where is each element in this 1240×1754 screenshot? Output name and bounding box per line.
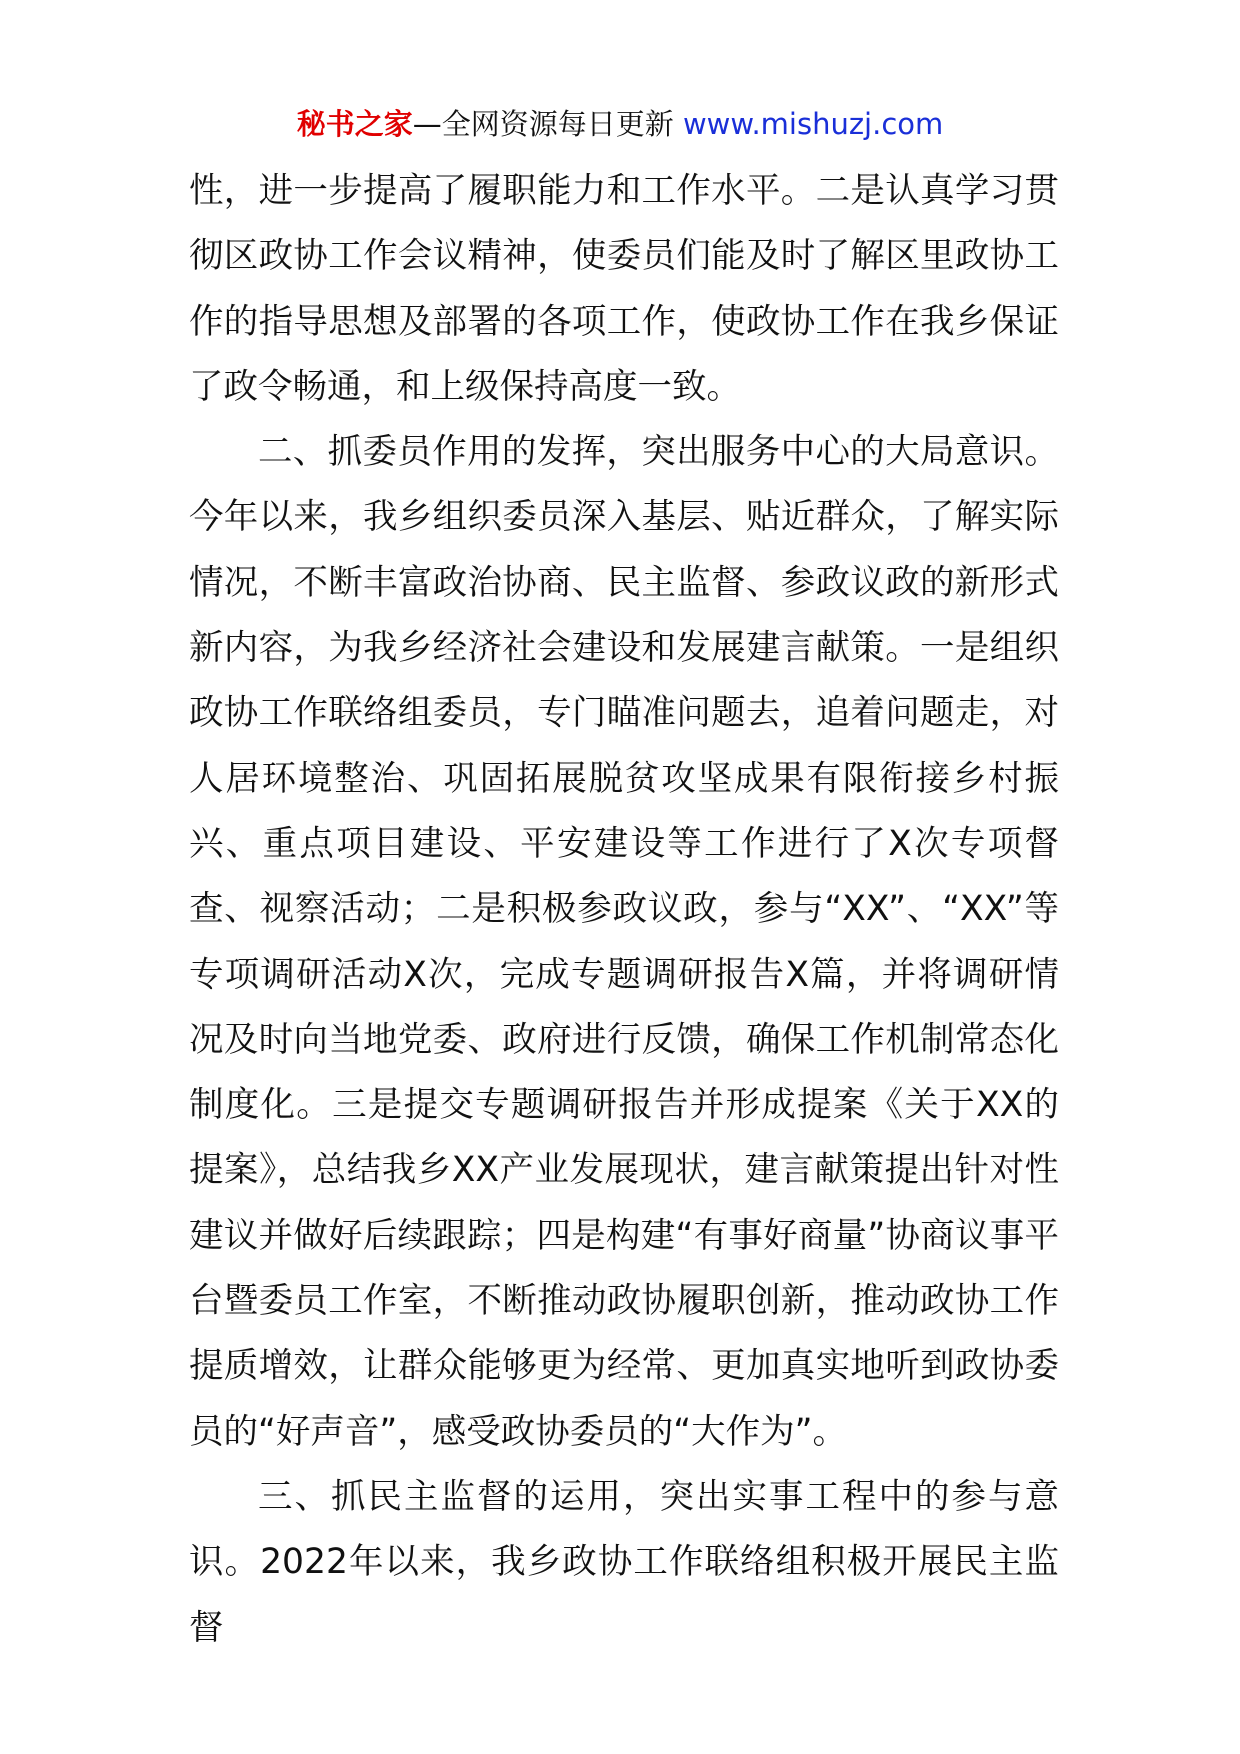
site-header [0,104,1240,144]
brand-name: 秘书之家 [296,107,413,141]
paragraph-section-three: 三、抓民主监督的运用，突出实事工程中的参与意识。2022年以来，我乡政协工作联络组积极开展民主监督 [189,1476,1059,1648]
header-tagline: —全网资源每日更新 [412,107,683,141]
paragraph-section-two: 二、抓委员作用的发挥，突出服务中心的大局意识。今年以来，我乡组织委员深入基层、贴近群众，了解实际情况，不断丰富政治协商、民主监督、参政议政的新形式新内容，为我乡经济社会建设和发展建言献策。一是组织政协工作联络组委员，专门瞄准问题去，追着问题走，对人居环境整治、巩固拓展脱贫攻坚成果有限衔接乡村振兴、重点项目建设、平安建设等工作进行了X次专项督查、视察活动；二是积极参政议政，参与“XX”、“XX”等专项调研活动X次，完成专题调研报告X篇，并将调研情况及时向当地党委、政府进行反馈，确保工作机制常态化制度化。三是提交专题调研报告并形成提案《关于XX的提案》，总结我乡XX产业发展现状，建言献策提出针对性建议并做好后续跟踪；四是构建“有事好商量”协商议事平台暨委员工作室，不断推动政协履职创新，推动政协工作提质增效，让群众能够更为经常、更加真实地听到政协委员的“好声音”，感受政协委员的“大作为”。 [189,432,1059,1452]
paragraph-continuation: 性，进一步提高了履职能力和工作水平。二是认真学习贯彻区政协工作会议精神，使委员们能及时了解区里政协工作的指导思想及部署的各项工作，使政协工作在我乡保证了政令畅通，和上级保持高度一致。 [189,171,1059,407]
document-body [189,159,1059,1661]
site-url-link[interactable]: www.mishuzj.com [682,107,944,141]
